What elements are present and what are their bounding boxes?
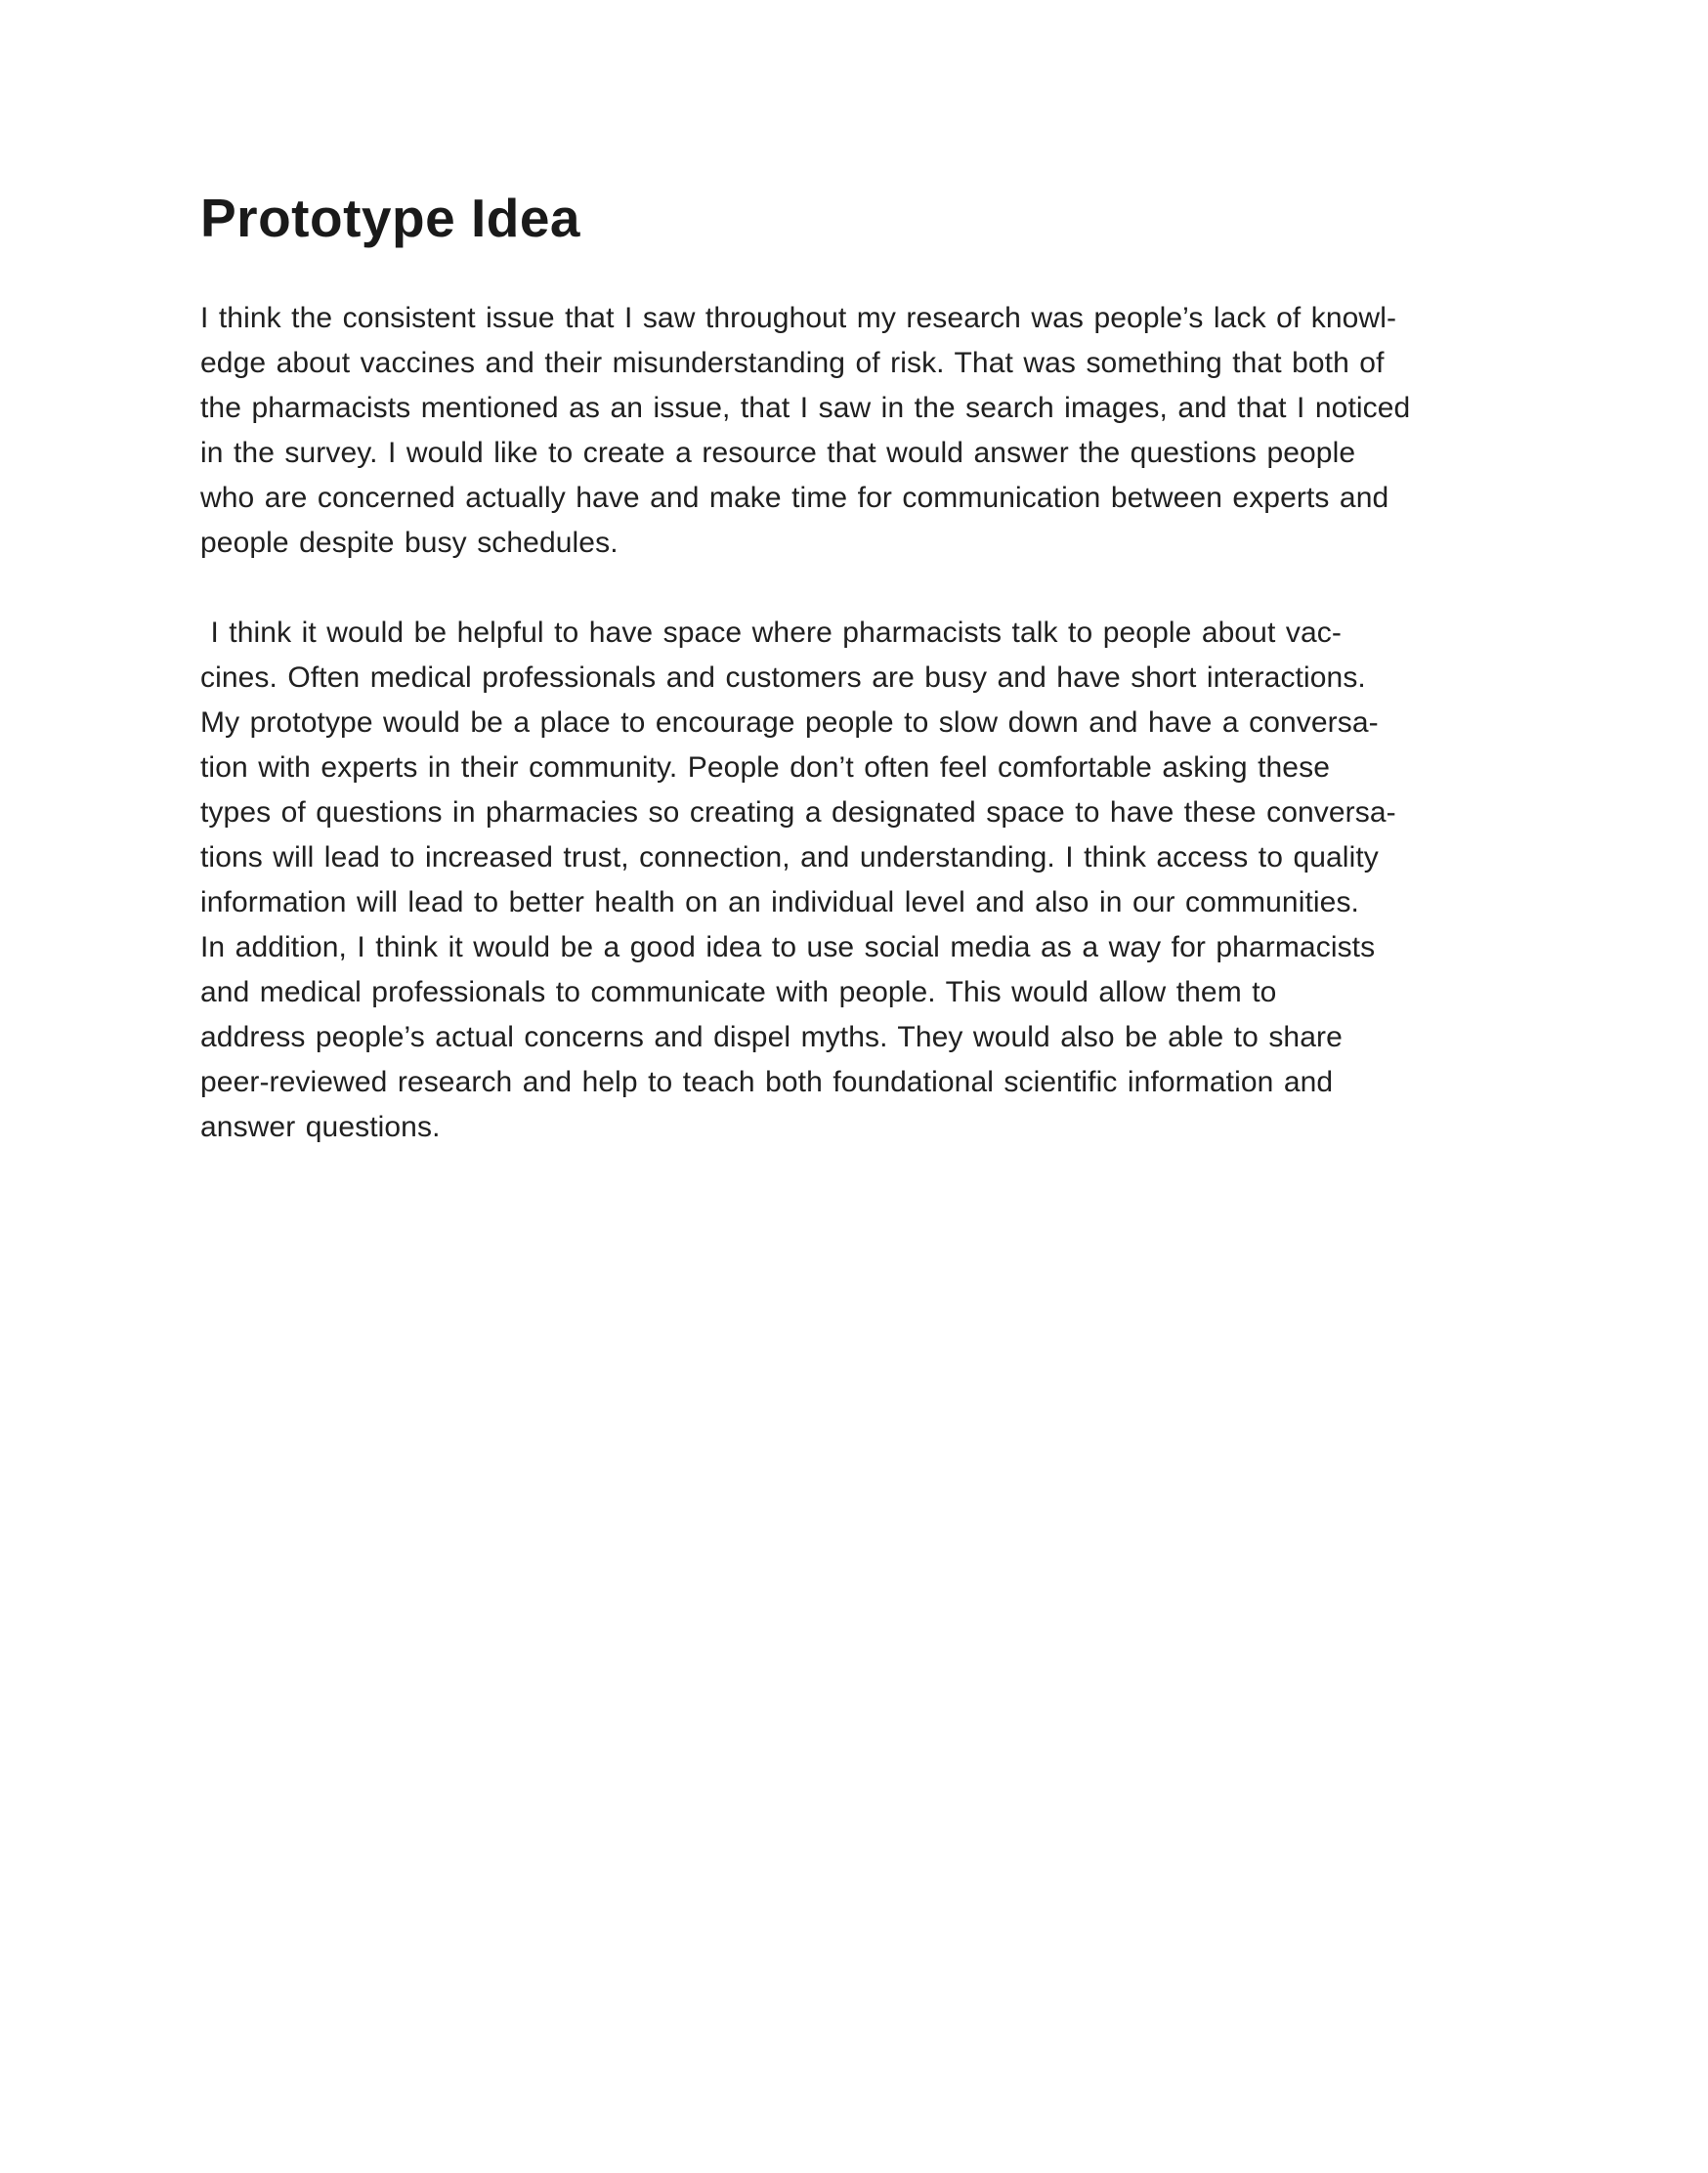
text-line: the pharmacists mentioned as an issue, that I saw in the search images, and that I noticed <box>200 392 1411 424</box>
text-line: answer questions. <box>200 1111 441 1143</box>
text-line: types of questions in pharmacies so creating a designated space to have these conversa- <box>200 796 1396 829</box>
paragraph-1 <box>200 296 1549 566</box>
text-line: My prototype would be a place to encourage people to slow down and have a conversa- <box>200 706 1379 739</box>
text-line: tions will lead to increased trust, connection, and understanding. I think access to quality <box>200 841 1379 873</box>
text-line: address people’s actual concerns and dispel myths. They would also be able to share <box>200 1021 1343 1053</box>
text-line: people despite busy schedules. <box>200 527 619 559</box>
text-line: information will lead to better health on an individual level and also in our communities. <box>200 886 1359 918</box>
text-line: who are concerned actually have and make time for communication between experts and <box>200 482 1389 514</box>
text-line: tion with experts in their community. People don’t often feel comfortable asking these <box>200 751 1330 784</box>
text-line: in the survey. I would like to create a resource that would answer the questions people <box>200 437 1356 469</box>
text-line: and medical professionals to communicate with people. This would allow them to <box>200 976 1277 1008</box>
text-line: cines. Often medical professionals and customers are busy and have short interactions. <box>200 661 1366 694</box>
paragraph-2 <box>200 611 1549 1150</box>
document-content <box>200 189 1549 1195</box>
text-line: In addition, I think it would be a good idea to use social media as a way for pharmacists <box>200 931 1376 963</box>
text-line: edge about vaccines and their misunderstanding of risk. That was something that both of <box>200 347 1385 379</box>
text-line: peer-reviewed research and help to teach both foundational scientific information and <box>200 1066 1334 1098</box>
text-line: I think it would be helpful to have space where pharmacists talk to people about vac- <box>200 617 1342 649</box>
text-line: I think the consistent issue that I saw throughout my research was people’s lack of knowl- <box>200 302 1397 334</box>
page-title: Prototype Idea <box>200 188 581 248</box>
